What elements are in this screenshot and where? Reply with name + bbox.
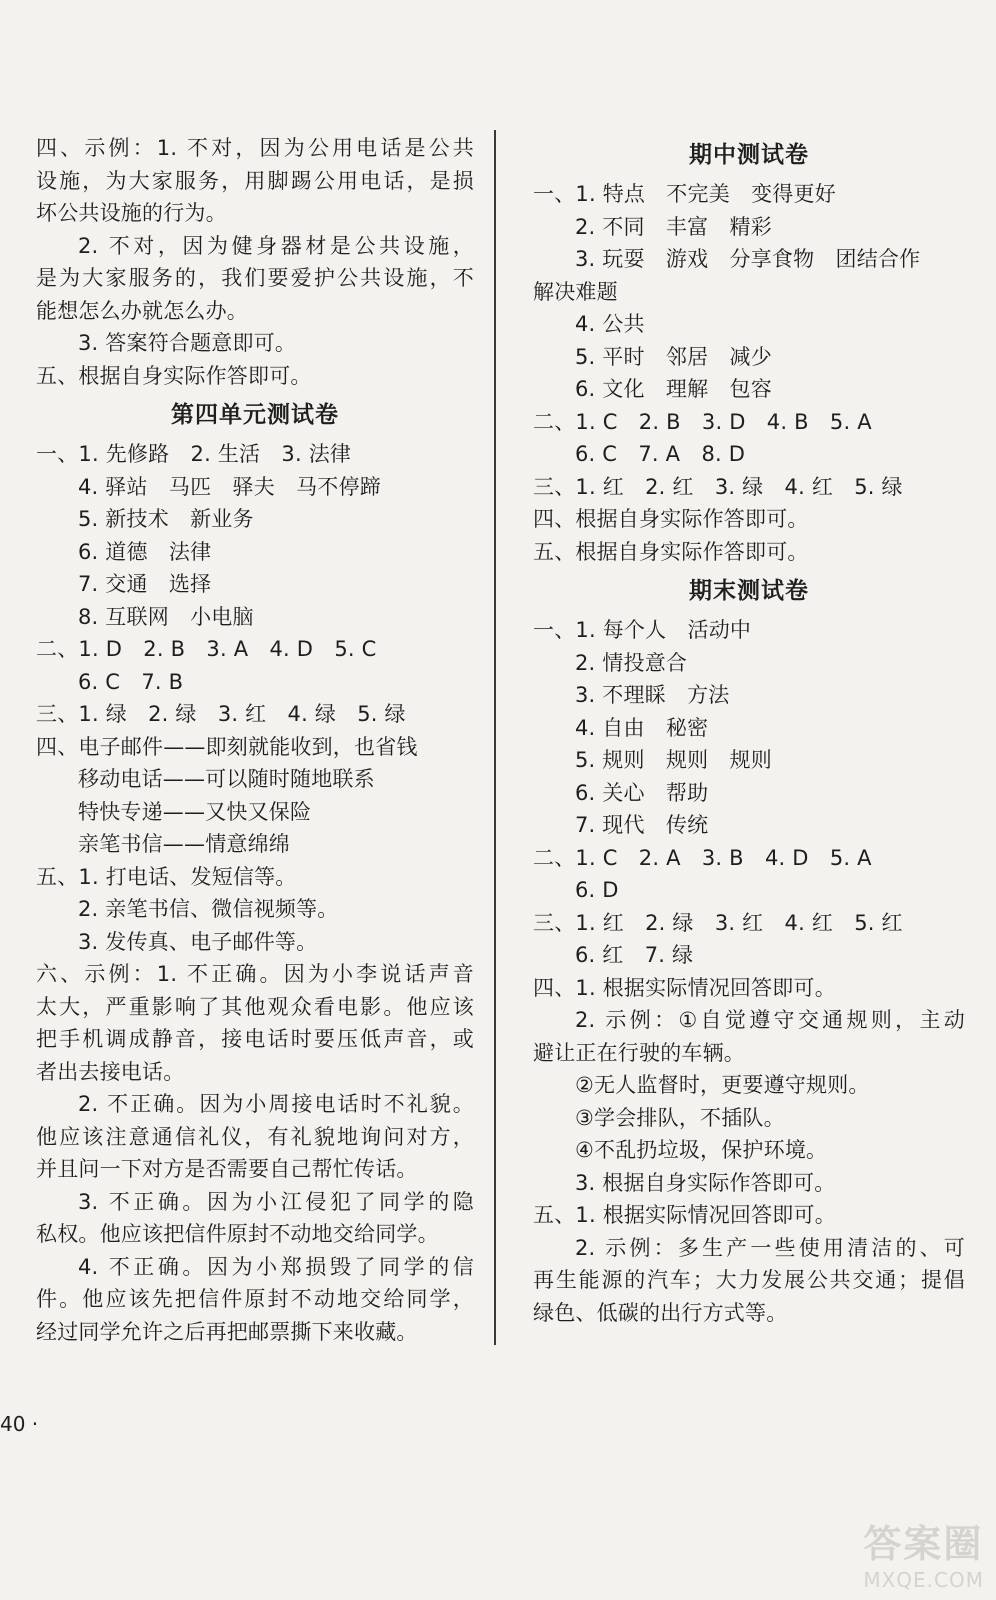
answer-line: 3. 不正确。因为小江侵犯了同学的隐	[78, 1189, 474, 1214]
answer-line: 6. C 7. B	[78, 669, 184, 694]
answer-line: 设施，为大家服务，用脚踢公用电话，是损	[36, 168, 474, 193]
answer-line: 3. 根据自身实际作答即可。	[575, 1170, 836, 1195]
answer-line: 特快专递——又快又保险	[78, 799, 312, 824]
answer-line: 2. 示例：多生产一些使用清洁的、可	[575, 1235, 965, 1260]
answer-line: 2. 亲笔书信、微信视频等。	[78, 897, 339, 921]
answer-line: 三、1. 红 2. 红 3. 绿 4. 红 5. 绿	[533, 474, 903, 499]
answer-line: 7. 交通 选择	[78, 572, 212, 596]
answer-line: 4. 不正确。因为小郑损毁了同学的信	[78, 1254, 474, 1279]
answer-line: 太大，严重影响了其他观众看电影。他应该	[36, 994, 474, 1019]
answer-line: 6. 关心 帮助	[575, 780, 709, 805]
answer-line: 5. 规则 规则 规则	[575, 748, 772, 772]
answer-line: 二、1. C 2. A 3. B 4. D 5. A	[533, 845, 872, 870]
answer-line: 一、1. 先修路 2. 生活 3. 法律	[36, 442, 352, 466]
left-column	[36, 132, 474, 1348]
answer-line: 私权。他应该把信件原封不动地交给同学。	[36, 1222, 439, 1246]
answer-line: 6. 文化 理解 包容	[575, 377, 772, 401]
answer-line: 4. 公共	[575, 312, 645, 336]
answer-line: 5. 平时 邻居 减少	[575, 344, 772, 369]
answer-line: 坏公共设施的行为。	[36, 201, 227, 225]
answer-line: 3. 发传真、电子邮件等。	[78, 929, 318, 954]
watermark-logo-text: 答案圈	[863, 1522, 984, 1566]
answer-line: 者出去接电话。	[36, 1059, 185, 1084]
answer-line: 五、根据自身实际作答即可。	[533, 539, 809, 564]
answer-line: 6. D	[575, 878, 619, 902]
page-number: 40 ·	[0, 1412, 39, 1436]
answer-line: 3. 不理睬 方法	[575, 683, 730, 707]
answer-line: 五、1. 打电话、发短信等。	[36, 864, 297, 889]
watermark-logo	[863, 1513, 984, 1592]
answer-line: 2. 不同 丰富 精彩	[575, 214, 772, 239]
answer-line: 能想怎么办就怎么办。	[36, 298, 248, 323]
answer-line: 绿色、低碳的出行方式等。	[533, 1300, 788, 1325]
answer-line: 四、示例：1. 不对，因为公用电话是公共	[36, 136, 474, 160]
answer-line: 一、1. 特点 不完美 变得更好	[533, 182, 836, 206]
watermark-url: MXQE.COM	[863, 1568, 984, 1592]
answer-line: 一、1. 每个人 活动中	[533, 618, 752, 642]
answer-line: ②无人监督时，更要遵守规则。	[575, 1073, 870, 1097]
section-title: 期中测试卷	[689, 142, 809, 168]
answer-line: 2. 示例：①自觉遵守交通规则，主动	[575, 1008, 965, 1032]
answer-line: 四、电子邮件——即刻就能收到，也省钱	[36, 734, 418, 759]
answer-line: 二、1. D 2. B 3. A 4. D 5. C	[36, 637, 377, 661]
answer-line: 是为大家服务的，我们要爱护公共设施，不	[36, 266, 474, 290]
answer-line: 他应该注意通信礼仪，有礼貌地询问对方，	[36, 1124, 474, 1149]
answer-line: 把手机调成静音，接电话时要压低声音，或	[36, 1027, 474, 1051]
answer-line: 6. 道德 法律	[78, 539, 212, 564]
section-title: 期末测试卷	[689, 578, 809, 604]
answer-line: 四、根据自身实际作答即可。	[533, 507, 809, 531]
answer-line: 移动电话——可以随时随地联系	[78, 767, 375, 791]
answer-line: 三、1. 绿 2. 绿 3. 红 4. 绿 5. 绿	[36, 702, 406, 726]
section-title: 第四单元测试卷	[171, 402, 339, 428]
answer-line: ④不乱扔垃圾，保护环境。	[575, 1138, 828, 1162]
answer-line: 经过同学允许之后再把邮票撕下来收藏。	[36, 1319, 418, 1344]
answer-line: 亲笔书信——情意绵绵	[78, 832, 290, 856]
answer-line: 6. C 7. A 8. D	[575, 442, 746, 466]
answer-line: 三、1. 红 2. 绿 3. 红 4. 红 5. 红	[533, 910, 903, 935]
answer-line: 解决难题	[533, 279, 618, 304]
answer-line: 五、1. 根据实际情况回答即可。	[533, 1203, 836, 1227]
answer-line: 2. 不对，因为健身器材是公共设施，	[78, 233, 474, 258]
answer-line: 6. 红 7. 绿	[575, 943, 694, 967]
answer-line: 件。他应该先把信件原封不动地交给同学，	[36, 1287, 474, 1311]
answer-line: 并且问一下对方是否需要自己帮忙传话。	[36, 1157, 418, 1181]
answer-line: 8. 互联网 小电脑	[78, 604, 254, 629]
answer-line: 四、1. 根据实际情况回答即可。	[533, 975, 836, 1000]
answer-line: ③学会排队，不插队。	[575, 1105, 785, 1130]
answer-line: 再生能源的汽车；大力发展公共交通；提倡	[533, 1268, 965, 1292]
answer-line: 5. 新技术 新业务	[78, 507, 254, 531]
answer-line: 2. 情投意合	[575, 650, 688, 675]
answer-line: 五、根据自身实际作答即可。	[36, 363, 312, 388]
answer-line: 2. 不正确。因为小周接电话时不礼貌。	[78, 1092, 474, 1116]
answer-line: 7. 现代 传统	[575, 813, 709, 837]
answer-line: 二、1. C 2. B 3. D 4. B 5. A	[533, 409, 872, 434]
answer-line: 3. 答案符合题意即可。	[78, 331, 297, 355]
answer-line: 4. 自由 秘密	[575, 715, 709, 740]
answer-line: 4. 驿站 马匹 驿夫 马不停蹄	[78, 474, 381, 499]
answer-line: 3. 玩耍 游戏 分享食物 团结合作	[575, 247, 921, 271]
answer-line: 避让正在行驶的车辆。	[533, 1040, 745, 1065]
answer-line: 六、示例：1. 不正确。因为小李说话声音	[36, 962, 474, 986]
column-divider	[494, 130, 496, 1345]
right-column	[533, 132, 965, 1329]
